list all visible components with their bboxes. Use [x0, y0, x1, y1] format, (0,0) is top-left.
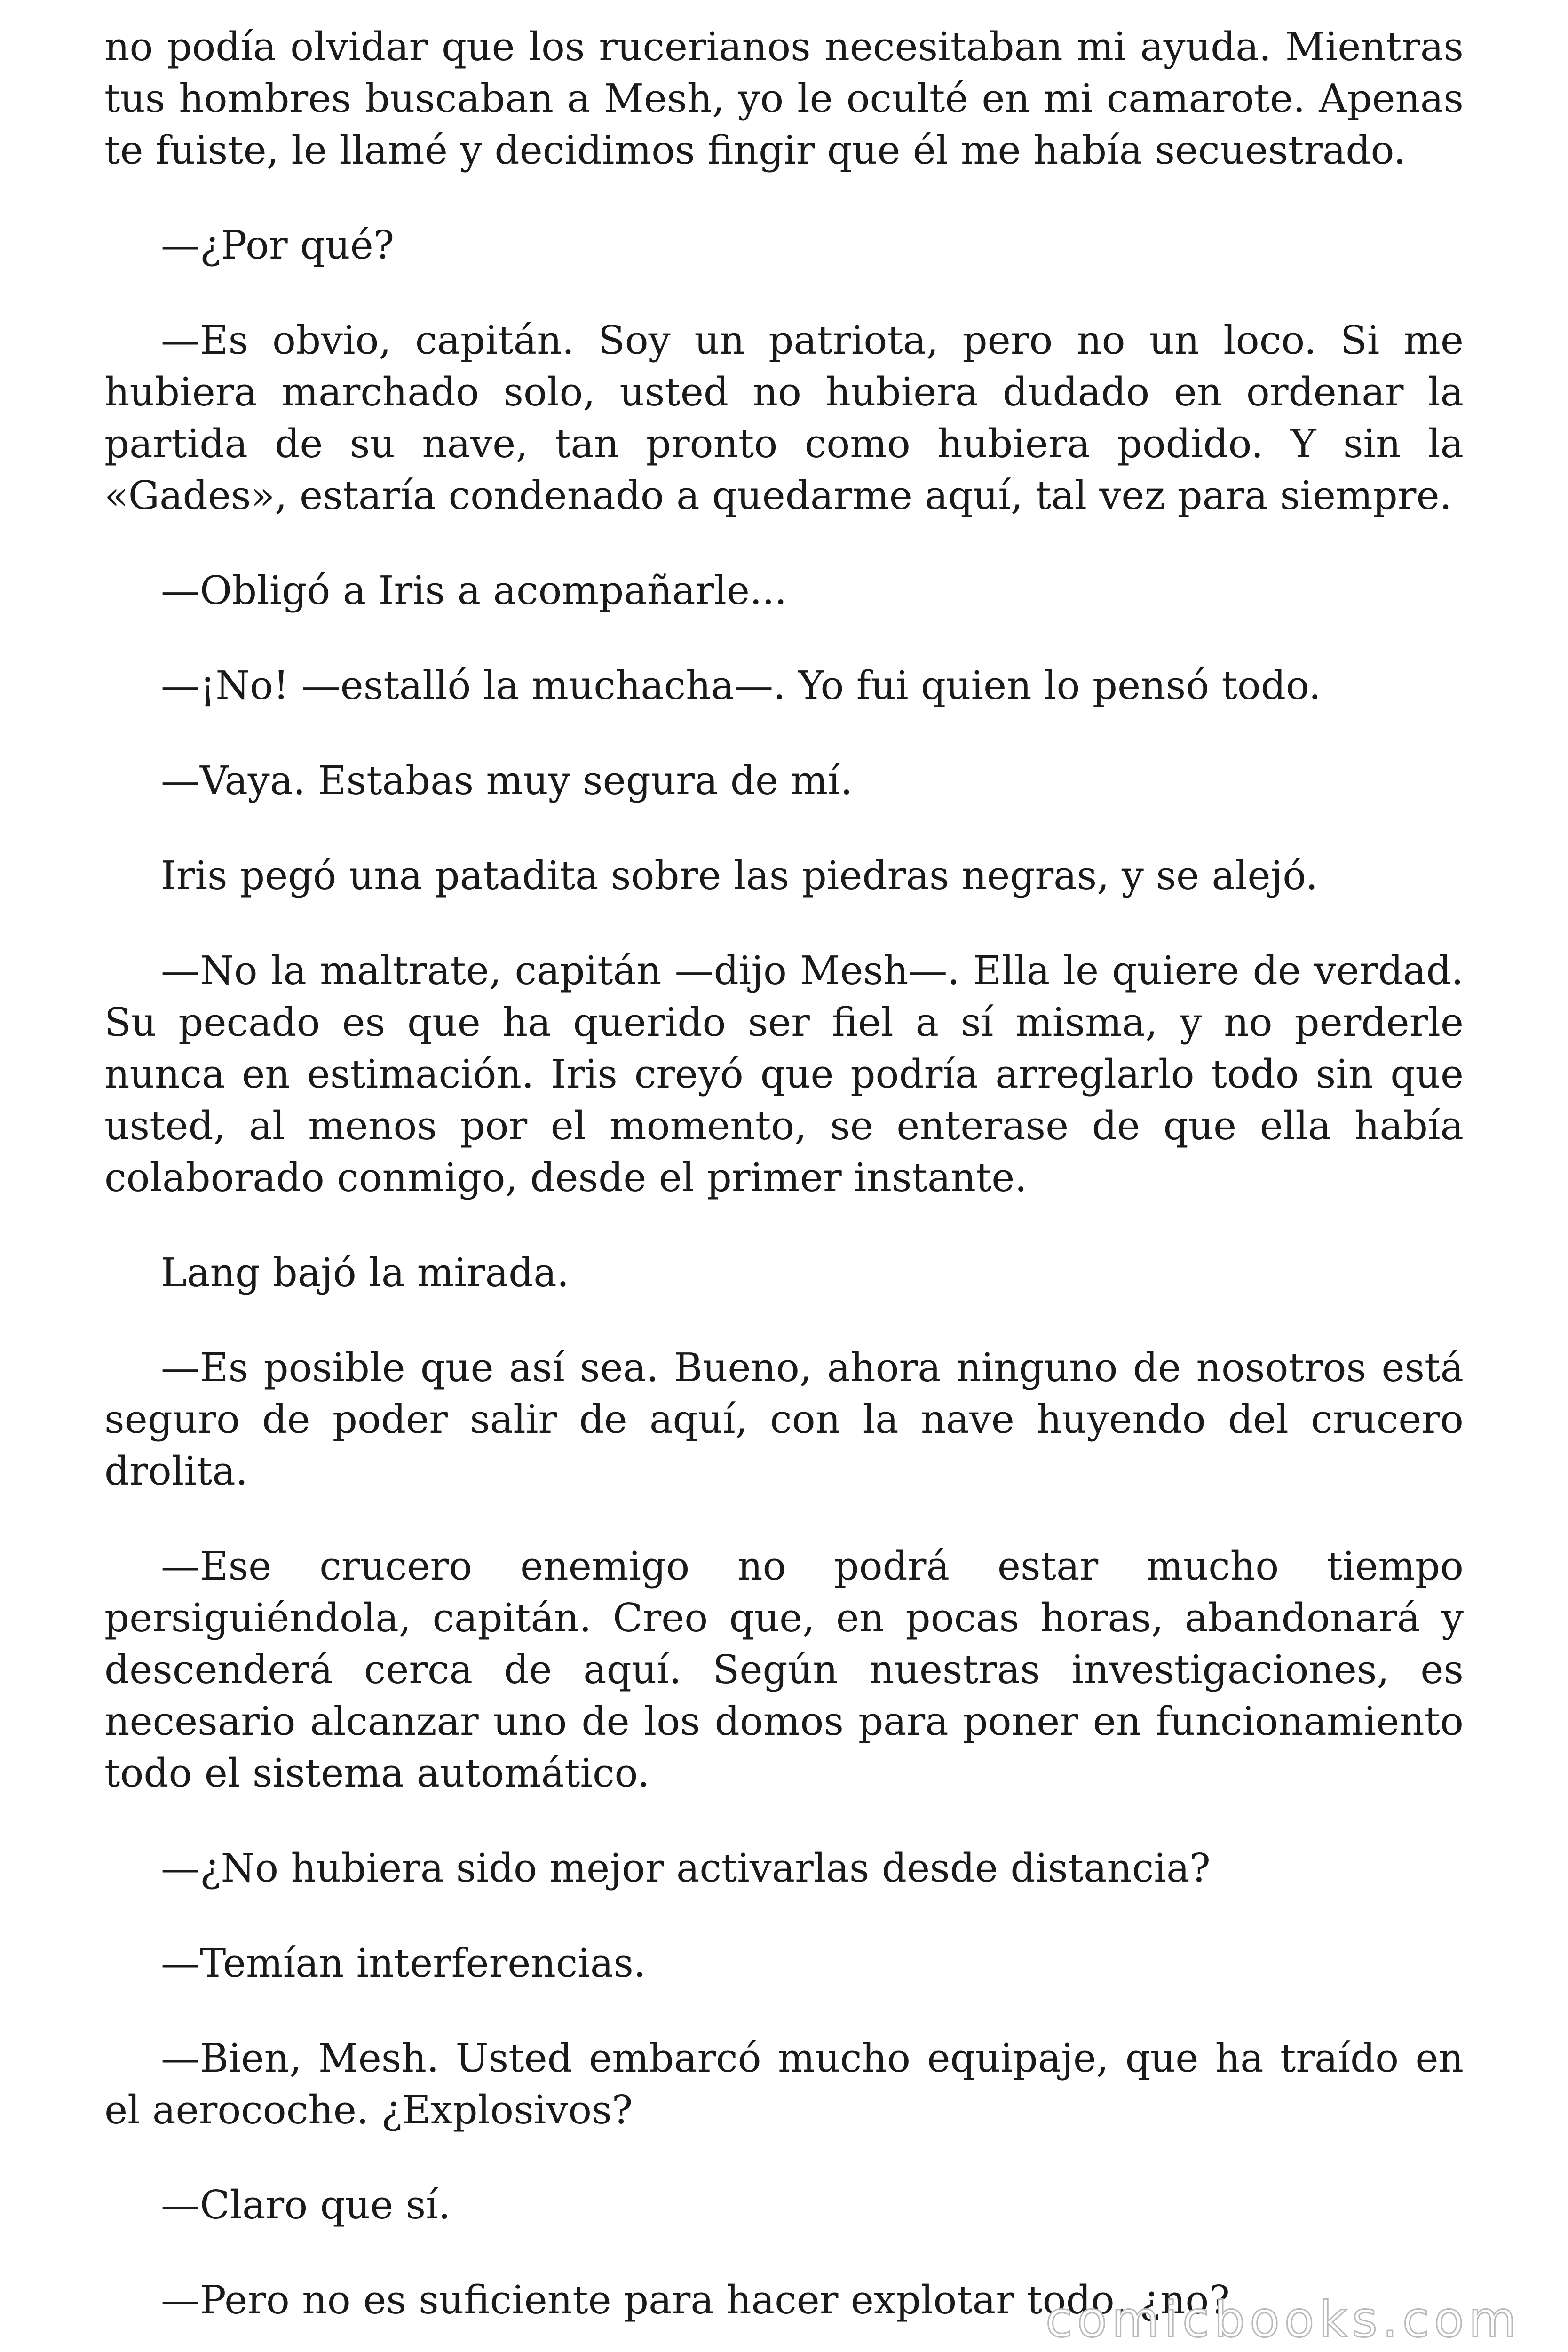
dialogue-line: —Bien, Mesh. Usted embarcó mucho equipaje, que ha traído en el aerocoche. ¿Explosivos?	[104, 2035, 1464, 2133]
narrative-paragraph: Lang bajó la mirada.	[161, 1250, 570, 1295]
narrative-paragraph: Iris pegó una patadita sobre las piedras negras, y se alejó.	[161, 853, 1318, 898]
dialogue-line: —Claro que sí.	[161, 2182, 451, 2228]
book-page-text	[104, 21, 1464, 2352]
dialogue-line: —¡No! —estalló la muchacha—. Yo fui quien lo pensó todo.	[161, 663, 1321, 708]
paragraph-continuation: no podía olvidar que los rucerianos necesitaban mi ayuda. Mientras tus hombres buscaban a Mesh, yo le oculté en mi camarote. Apenas te fuiste, le llamé y decidimos fingir que él me había secuestrado.	[104, 24, 1464, 173]
dialogue-line: —Es posible que así sea. Bueno, ahora ninguno de nosotros está seguro de poder salir de aquí, con la nave huyendo del crucero drolita.	[104, 1345, 1464, 1494]
dialogue-line: —¿Por qué?	[161, 222, 395, 268]
watermark: comicbooks.com	[1045, 2291, 1521, 2348]
dialogue-line: —Obligó a Iris a acompañarle...	[161, 568, 787, 613]
dialogue-line: —Temían interferencias.	[161, 1940, 646, 1986]
dialogue-line: —¿No hubiera sido mejor activarlas desde distancia?	[161, 1845, 1211, 1891]
dialogue-line: —Es obvio, capitán. Soy un patriota, pero no un loco. Si me hubiera marchado solo, usted no hubiera dudado en ordenar la partida de su nave, tan pronto como hubiera podido. Y sin la «Gades», estaría condenado a quedarme aquí, tal vez para siempre.	[104, 318, 1464, 518]
dialogue-line: —No la maltrate, capitán —dijo Mesh—. Ella le quiere de verdad. Su pecado es que ha querido ser fiel a sí misma, y no perderle nunca en estimación. Iris creyó que podría arreglarlo todo sin que usted, al menos por el momento, se enterase de que ella había colaborado conmigo, desde el primer instante.	[104, 948, 1464, 1200]
dialogue-line: —Vaya. Estabas muy segura de mí.	[161, 758, 853, 803]
dialogue-line: —Ese crucero enemigo no podrá estar mucho tiempo persiguiéndola, capitán. Creo que, en pocas horas, abandonará y descenderá cerca de aquí. Según nuestras investigaciones, es necesario alcanzar uno de los domos para poner en funcionamiento todo el sistema automático.	[104, 1543, 1464, 1796]
dialogue-line: —Pero no es suficiente para hacer explotar todo, ¿no?	[161, 2277, 1230, 2323]
